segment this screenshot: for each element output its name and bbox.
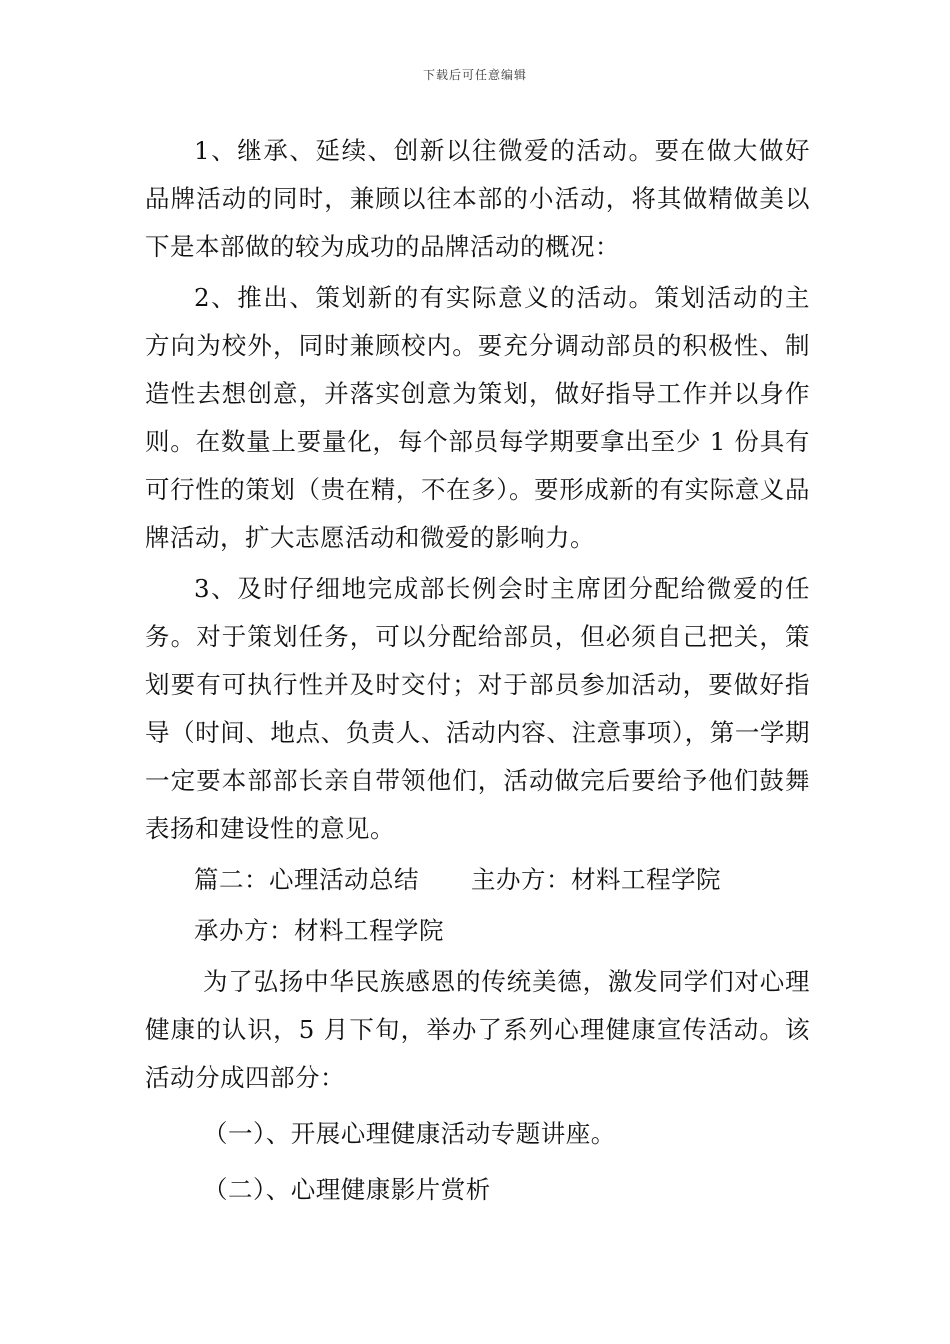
paragraph-intro: 为了弘扬中华民族感恩的传统美德，激发同学们对心理健康的认识，5 月下旬，举办了系列心理健康宣传活动。该活动分成四部分： [145, 967, 810, 1092]
organizer-text: 主办方：材料工程学院 [471, 865, 721, 894]
section-title-line [145, 856, 810, 904]
page-header: 下载后可任意编辑 [422, 68, 527, 82]
document-body [145, 127, 810, 1214]
section-title: 篇二：心理活动总结 [194, 865, 419, 894]
co-organizer-text: 承办方：材料工程学院 [194, 916, 444, 945]
list-item-1: （一）、开展心理健康活动专题讲座。 [203, 1119, 616, 1148]
list-item-2: （二）、心理健康影片赏析 [203, 1175, 491, 1204]
paragraph-2: 2、推出、策划新的有实际意义的活动。策划活动的主方向为校外，同时兼顾校内。要充分调动部员的积极性、制造性去想创意，并落实创意为策划，做好指导工作并以身作则。在数量上要量化，每个部员每学期要拿出至少 1 份具有可行性的策划（贵在精，不在多）。要形成新的有实际意义品牌活动，扩大志愿活动和微爱的影响力。 [145, 283, 810, 552]
paragraph-1: 1、继承、延续、创新以往微爱的活动。要在做大做好品牌活动的同时，兼顾以往本部的小活动，将其做精做美以下是本部做的较为成功的品牌活动的概况： [145, 136, 810, 261]
paragraph-3: 3、及时仔细地完成部长例会时主席团分配给微爱的任务。对于策划任务，可以分配给部员，但必须自己把关，策划要有可执行性并及时交付；对于部员参加活动，要做好指导（时间、地点、负责人、活动内容、注意事项），第一学期一定要本部部长亲自带领他们，活动做完后要给予他们鼓舞表扬和建设性的意见。 [145, 574, 810, 843]
